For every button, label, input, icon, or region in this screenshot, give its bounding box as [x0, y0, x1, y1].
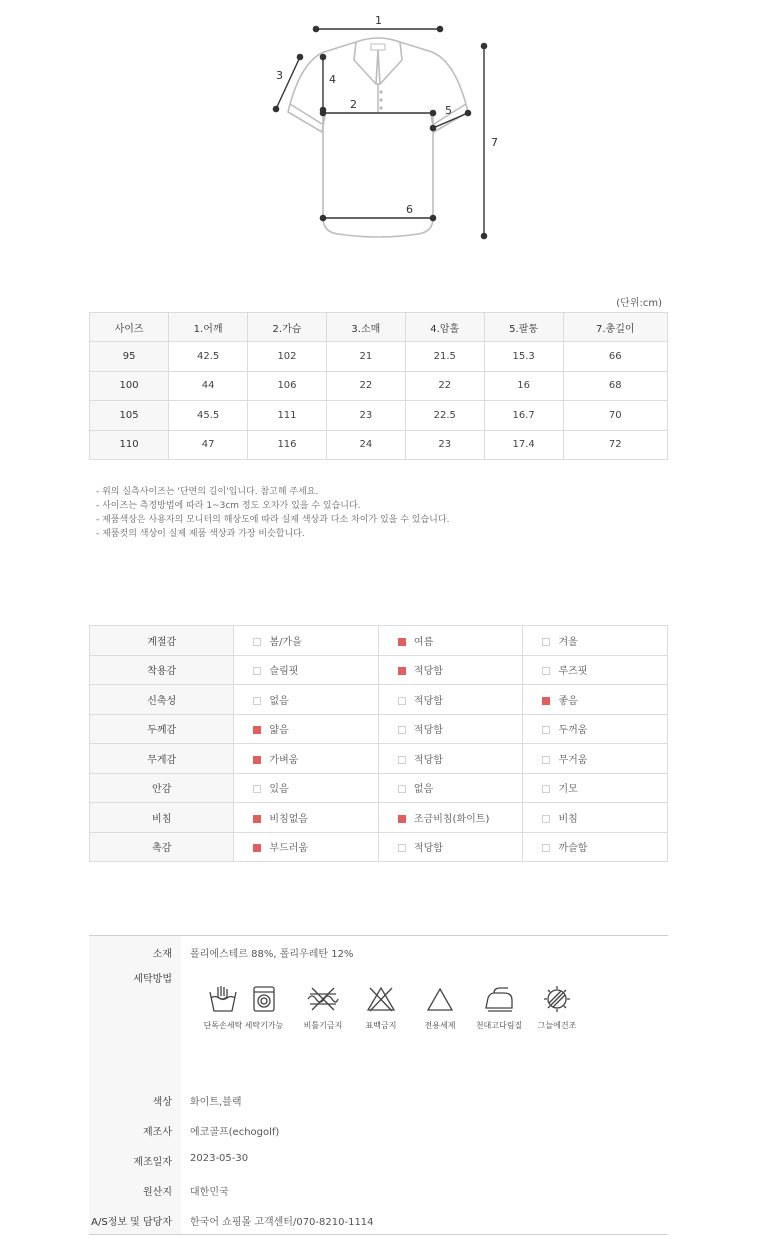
checked-box-icon — [398, 638, 406, 646]
feel-option — [378, 744, 523, 774]
table-cell: 21.5 — [405, 342, 484, 371]
feel-option — [234, 803, 379, 833]
header-cell: 2.가슴 — [248, 313, 327, 342]
unchecked-box-icon — [542, 638, 550, 646]
origin-label: 원산지 — [143, 1187, 172, 1198]
table-row — [90, 655, 668, 685]
table-cell: 66 — [563, 342, 667, 371]
color-label: 색상 — [152, 1097, 172, 1108]
table-cell: 23 — [326, 401, 405, 430]
wash-item — [294, 984, 352, 1031]
feel-option — [378, 773, 523, 803]
feel-option-label: 가벼움 — [269, 754, 299, 766]
feel-option-label: 적당함 — [413, 695, 443, 707]
header-cell: 사이즈 — [90, 313, 169, 342]
maker-label: 제조사 — [143, 1127, 172, 1138]
table-cell: 42.5 — [169, 342, 248, 371]
table-row — [90, 401, 668, 430]
wash-item-label: 천대고다림질 — [475, 1021, 523, 1030]
unchecked-box-icon — [542, 815, 550, 823]
feel-option-label: 없음 — [269, 695, 289, 707]
feel-option — [378, 655, 523, 685]
table-cell: 22 — [405, 371, 484, 400]
measure-label-7: 7 — [491, 136, 498, 149]
feel-row-label: 비침 — [90, 803, 234, 833]
feel-option-label: 적당함 — [413, 666, 443, 678]
table-cell: 22.5 — [405, 401, 484, 430]
date-row — [89, 1144, 668, 1174]
wash-item-label: 세탁기가능 — [244, 1021, 284, 1030]
wash-item-label: 비틀기금지 — [303, 1021, 343, 1030]
feel-option — [523, 773, 668, 803]
feel-option-label: 슬림핏 — [269, 666, 299, 678]
date-label: 제조일자 — [133, 1157, 172, 1168]
feel-option-label: 무거움 — [558, 754, 588, 766]
bleach-icon — [423, 984, 457, 1014]
fabric-feel-table — [89, 625, 668, 862]
size-table — [89, 312, 668, 460]
measure-label-2: 2 — [350, 98, 357, 111]
feel-option — [523, 744, 668, 774]
feel-row-label: 신축성 — [90, 685, 234, 715]
checked-box-icon — [398, 815, 406, 823]
table-row — [90, 832, 668, 862]
unit-label: (단위:cm) — [616, 298, 662, 309]
color-row — [89, 1084, 668, 1114]
feel-option-label: 비침 — [558, 813, 578, 825]
feel-option-label: 비침없음 — [269, 813, 309, 825]
unchecked-box-icon — [542, 726, 550, 734]
header-cell: 7.총길이 — [563, 313, 667, 342]
feel-option-label: 조금비침(화이트) — [413, 813, 490, 825]
unchecked-box-icon — [253, 697, 261, 705]
as-row — [89, 1204, 668, 1234]
table-cell: 106 — [248, 371, 327, 400]
feel-option — [378, 832, 523, 862]
unchecked-box-icon — [398, 844, 406, 852]
table-cell: 44 — [169, 371, 248, 400]
wash-label: 세탁방법 — [133, 974, 172, 985]
feel-option-label: 봄/가을 — [269, 636, 302, 648]
table-cell: 15.3 — [484, 342, 563, 371]
table-cell: 111 — [248, 401, 327, 430]
wash-item-label: 단독손세탁 — [203, 1021, 243, 1030]
size-table-header-row — [90, 313, 668, 342]
table-row — [90, 773, 668, 803]
wash-item-label: 표백금지 — [365, 1021, 397, 1030]
table-cell: 116 — [248, 430, 327, 459]
feel-option — [234, 626, 379, 656]
feel-row-label: 착용감 — [90, 655, 234, 685]
table-cell: 23 — [405, 430, 484, 459]
table-cell: 70 — [563, 401, 667, 430]
origin-row — [89, 1174, 668, 1204]
wash-item — [470, 984, 528, 1031]
table-cell: 21 — [326, 342, 405, 371]
measure-label-4: 4 — [329, 73, 336, 86]
feel-option-label: 없음 — [413, 784, 434, 796]
iron-icon — [482, 984, 516, 1014]
wash-item-label: 그늘에건조 — [537, 1021, 577, 1030]
checked-box-icon — [542, 697, 550, 705]
feel-option-label: 루즈핏 — [558, 666, 588, 678]
feel-option-label: 기모 — [558, 784, 578, 796]
unchecked-box-icon — [542, 667, 550, 675]
unchecked-box-icon — [542, 785, 550, 793]
feel-option — [523, 655, 668, 685]
feel-option-label: 있음 — [269, 784, 289, 796]
size-cell: 105 — [90, 401, 169, 430]
feel-option — [234, 773, 379, 803]
polo-shirt-diagram — [0, 0, 780, 260]
feel-option — [234, 832, 379, 862]
washing-machine-icon — [247, 984, 281, 1014]
unchecked-box-icon — [253, 667, 261, 675]
feel-option — [523, 626, 668, 656]
size-cell: 110 — [90, 430, 169, 459]
feel-option-label: 얇음 — [269, 725, 289, 737]
unchecked-box-icon — [542, 844, 550, 852]
wash-item — [411, 984, 469, 1031]
feel-option — [378, 714, 523, 744]
unchecked-box-icon — [398, 697, 406, 705]
size-cell: 100 — [90, 371, 169, 400]
header-cell: 1.어깨 — [169, 313, 248, 342]
maker-row — [89, 1114, 668, 1144]
table-cell: 102 — [248, 342, 327, 371]
unchecked-box-icon — [253, 638, 261, 646]
unchecked-box-icon — [398, 756, 406, 764]
table-cell: 17.4 — [484, 430, 563, 459]
origin-value: 대한민국 — [190, 1187, 229, 1198]
header-cell: 3.소매 — [326, 313, 405, 342]
no-bleach-icon — [364, 984, 398, 1014]
checked-box-icon — [253, 844, 261, 852]
note-line: - 사이즈는 측정방법에 따라 1~3cm 정도 오차가 있을 수 있습니다. — [96, 501, 361, 511]
wash-item — [528, 984, 586, 1031]
table-cell: 22 — [326, 371, 405, 400]
feel-row-label: 계절감 — [90, 626, 234, 656]
unchecked-box-icon — [253, 785, 261, 793]
measure-label-6: 6 — [406, 203, 413, 216]
measure-label-3: 3 — [276, 69, 283, 82]
size-notes — [96, 485, 449, 541]
feel-option-label: 좋음 — [558, 695, 578, 707]
date-value: 2023-05-30 — [190, 1153, 249, 1164]
table-row — [90, 371, 668, 400]
feel-option — [234, 655, 379, 685]
wash-row — [89, 966, 668, 1084]
as-value: 한국어 쇼핑몰 고객센터/070-8210-1114 — [190, 1217, 374, 1228]
checked-box-icon — [253, 756, 261, 764]
material-value: 폴리에스테르 88%, 폴리우레탄 12% — [190, 949, 354, 960]
feel-row-label: 두께감 — [90, 714, 234, 744]
feel-option — [523, 832, 668, 862]
feel-row-label: 안감 — [90, 773, 234, 803]
table-cell: 68 — [563, 371, 667, 400]
wash-item-label: 전용세제 — [424, 1021, 456, 1030]
feel-option — [378, 803, 523, 833]
table-cell: 24 — [326, 430, 405, 459]
table-row — [90, 685, 668, 715]
feel-option — [523, 803, 668, 833]
note-line: - 제품색상은 사용자의 모니터의 해상도에 따라 실제 색상과 다소 차이가 있을 수 있습니다. — [96, 515, 450, 525]
maker-value: 에코골프(echogolf) — [190, 1127, 280, 1138]
feel-option-label: 여름 — [413, 636, 434, 648]
wash-item — [235, 984, 293, 1031]
no-wring-icon — [306, 984, 340, 1014]
wash-item — [352, 984, 410, 1031]
feel-option — [234, 744, 379, 774]
feel-option-label: 부드러움 — [269, 843, 309, 855]
shade-dry-icon — [540, 984, 574, 1014]
table-cell: 16 — [484, 371, 563, 400]
note-line: - 제품컷의 색상이 실제 제품 색상과 가장 비슷합니다. — [96, 529, 305, 539]
table-row — [90, 626, 668, 656]
table-row — [90, 744, 668, 774]
checked-box-icon — [253, 815, 261, 823]
feel-option-label: 적당함 — [413, 754, 443, 766]
feel-option-label: 적당함 — [413, 725, 443, 737]
feel-option-label: 적당함 — [413, 843, 443, 855]
table-cell: 72 — [563, 430, 667, 459]
feel-option-label: 겨울 — [558, 636, 578, 648]
feel-option-label: 까슬함 — [558, 843, 588, 855]
feel-option-label: 두꺼움 — [558, 725, 588, 737]
feel-row-label: 무게감 — [90, 744, 234, 774]
feel-option — [234, 714, 379, 744]
feel-option — [523, 714, 668, 744]
note-line: - 위의 실측사이즈는 '단면의 길이'입니다. 참고해 주세요. — [96, 487, 319, 497]
feel-option — [378, 626, 523, 656]
header-cell: 5.팔통 — [484, 313, 563, 342]
size-diagram — [0, 0, 780, 260]
checked-box-icon — [398, 667, 406, 675]
color-value: 화이트,블랙 — [190, 1097, 242, 1108]
product-info — [89, 935, 668, 1235]
header-cell: 4.암홀 — [405, 313, 484, 342]
unchecked-box-icon — [398, 726, 406, 734]
feel-option — [378, 685, 523, 715]
table-row — [90, 342, 668, 371]
size-cell: 95 — [90, 342, 169, 371]
feel-row-label: 촉감 — [90, 832, 234, 862]
checked-box-icon — [253, 726, 261, 734]
measure-label-1: 1 — [375, 14, 382, 27]
table-cell: 47 — [169, 430, 248, 459]
as-label: A/S정보 및 담당자 — [91, 1217, 172, 1228]
material-row — [89, 936, 668, 966]
table-row — [90, 714, 668, 744]
table-cell: 45.5 — [169, 401, 248, 430]
measure-label-5: 5 — [445, 104, 452, 117]
table-row — [90, 430, 668, 459]
table-row — [90, 803, 668, 833]
feel-option — [234, 685, 379, 715]
unchecked-box-icon — [542, 756, 550, 764]
table-cell: 16.7 — [484, 401, 563, 430]
unchecked-box-icon — [398, 785, 406, 793]
material-label: 소재 — [152, 949, 172, 960]
feel-option — [523, 685, 668, 715]
